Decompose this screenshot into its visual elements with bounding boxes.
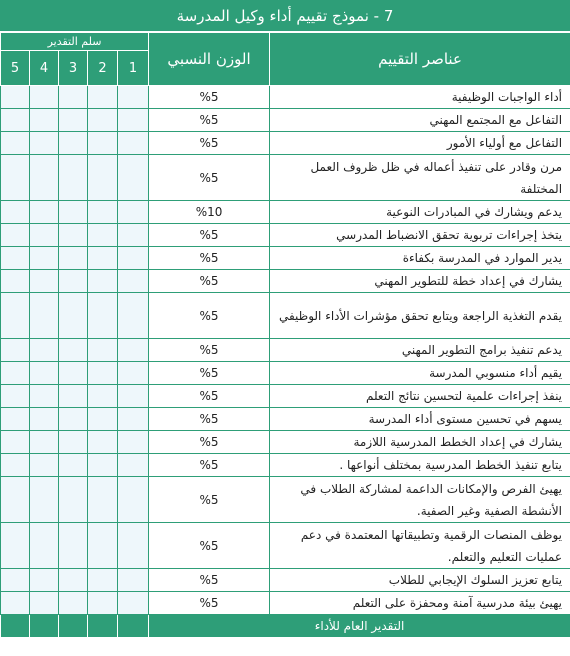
score-cell-4[interactable] [30,247,59,270]
score-cell-1[interactable] [118,431,149,454]
score-cell-1[interactable] [118,109,149,132]
total-score-cell-4[interactable] [30,615,59,638]
element-cell: يشارك في إعداد خطة للتطوير المهني [270,270,570,293]
weight-cell: %10 [149,201,270,224]
score-cell-3[interactable] [59,523,88,569]
total-score-cell-3[interactable] [59,615,88,638]
score-cell-1[interactable] [118,592,149,615]
table-row [1,385,570,408]
table-row [1,431,570,454]
score-cell-3[interactable] [59,86,88,109]
score-cell-4[interactable] [30,454,59,477]
element-cell: يهيئ الفرص والإمكانات الداعمة لمشاركة الطلاب في الأنشطة الصفية وغير الصفية. [270,477,570,523]
score-cell-1[interactable] [118,132,149,155]
score-cell-2[interactable] [88,86,118,109]
score-cell-1[interactable] [118,454,149,477]
score-cell-1[interactable] [118,362,149,385]
score-cell-4[interactable] [30,408,59,431]
weight-cell: %5 [149,523,270,569]
score-cell-3[interactable] [59,155,88,201]
score-cell-5[interactable] [1,477,30,523]
element-cell: يدعم تنفيذ برامج التطوير المهني [270,339,570,362]
score-cell-1[interactable] [118,224,149,247]
score-cell-2[interactable] [88,293,118,339]
score-cell-1[interactable] [118,569,149,592]
score-cell-5[interactable] [1,109,30,132]
score-cell-3[interactable] [59,362,88,385]
table-row [1,339,570,362]
table-row [1,523,570,569]
weight-cell: %5 [149,408,270,431]
weight-cell: %5 [149,569,270,592]
score-cell-1[interactable] [118,408,149,431]
score-cell-5[interactable] [1,408,30,431]
weight-cell: %5 [149,454,270,477]
score-cell-4[interactable] [30,523,59,569]
table-row [1,293,570,339]
score-cell-5[interactable] [1,293,30,339]
score-cell-2[interactable] [88,339,118,362]
score-cell-1[interactable] [118,201,149,224]
score-cell-4[interactable] [30,293,59,339]
element-cell: أداء الواجبات الوظيفية [270,86,570,109]
score-cell-1[interactable] [118,293,149,339]
score-cell-2[interactable] [88,109,118,132]
element-cell: التفاعل مع المجتمع المهني [270,109,570,132]
table-row [1,408,570,431]
score-cell-4[interactable] [30,339,59,362]
weight-cell: %5 [149,109,270,132]
score-cell-5[interactable] [1,362,30,385]
weight-cell: %5 [149,362,270,385]
score-cell-5[interactable] [1,270,30,293]
score-cell-4[interactable] [30,155,59,201]
score-cell-3[interactable] [59,477,88,523]
score-cell-2[interactable] [88,569,118,592]
score-cell-5[interactable] [1,224,30,247]
element-cell: يهيئ بيئة مدرسية آمنة ومحفزة على التعلم [270,592,570,615]
total-label: التقدير العام للأداء [149,615,570,638]
score-cell-5[interactable] [1,201,30,224]
score-cell-2[interactable] [88,132,118,155]
score-cell-5[interactable] [1,132,30,155]
score-cell-1[interactable] [118,270,149,293]
score-cell-5[interactable] [1,592,30,615]
footer-row [1,615,570,638]
score-cell-3[interactable] [59,109,88,132]
score-cell-5[interactable] [1,247,30,270]
element-cell: يتابع تعزيز السلوك الإيجابي للطلاب [270,569,570,592]
weight-cell: %5 [149,592,270,615]
score-cell-2[interactable] [88,523,118,569]
evaluation-table [0,32,570,638]
element-cell: يتخذ إجراءات تربوية تحقق الانضباط المدرسي [270,224,570,247]
weight-header: الوزن النسبي [149,33,270,86]
evaluation-rows [1,86,570,615]
table-row [1,247,570,270]
total-score-cell-1[interactable] [118,615,149,638]
score-cell-1[interactable] [118,477,149,523]
score-cell-2[interactable] [88,454,118,477]
weight-cell: %5 [149,155,270,201]
score-cell-2[interactable] [88,224,118,247]
score-cell-4[interactable] [30,132,59,155]
score-cell-3[interactable] [59,293,88,339]
score-cell-4[interactable] [30,362,59,385]
table-row [1,362,570,385]
score-cell-3[interactable] [59,431,88,454]
element-cell: ينفذ إجراءات علمية لتحسين نتائج التعلم [270,385,570,408]
scale-level-5: 5 [1,51,30,86]
score-cell-4[interactable] [30,270,59,293]
score-cell-1[interactable] [118,86,149,109]
element-cell: يدعم ويشارك في المبادرات النوعية [270,201,570,224]
score-cell-2[interactable] [88,270,118,293]
score-cell-3[interactable] [59,569,88,592]
score-cell-1[interactable] [118,247,149,270]
score-cell-4[interactable] [30,431,59,454]
element-cell: يدير الموارد في المدرسة بكفاءة [270,247,570,270]
scale-level-2: 2 [88,51,118,86]
weight-cell: %5 [149,293,270,339]
table-row [1,454,570,477]
table-row [1,155,570,201]
form-title: 7 - نموذج تقييم أداء وكيل المدرسة [0,0,570,32]
score-cell-4[interactable] [30,477,59,523]
score-cell-3[interactable] [59,339,88,362]
score-cell-5[interactable] [1,86,30,109]
score-cell-4[interactable] [30,109,59,132]
score-cell-3[interactable] [59,385,88,408]
table-row [1,201,570,224]
weight-cell: %5 [149,86,270,109]
score-cell-1[interactable] [118,155,149,201]
element-cell: يوظف المنصات الرقمية وتطبيقاتها المعتمدة في دعم عمليات التعليم والتعلم. [270,523,570,569]
element-cell: يتابع تنفيذ الخطط المدرسية بمختلف أنواعها . [270,454,570,477]
table-row [1,477,570,523]
element-cell: يسهم في تحسين مستوى أداء المدرسة [270,408,570,431]
score-cell-5[interactable] [1,385,30,408]
score-cell-4[interactable] [30,86,59,109]
scale-header: سلم التقدير [1,33,149,51]
weight-cell: %5 [149,132,270,155]
weight-cell: %5 [149,270,270,293]
table-row [1,592,570,615]
score-cell-3[interactable] [59,454,88,477]
weight-cell: %5 [149,385,270,408]
element-cell: يقيم أداء منسوبي المدرسة [270,362,570,385]
score-cell-5[interactable] [1,523,30,569]
score-cell-4[interactable] [30,569,59,592]
table-row [1,270,570,293]
score-cell-3[interactable] [59,592,88,615]
table-row [1,224,570,247]
score-cell-3[interactable] [59,270,88,293]
score-cell-4[interactable] [30,592,59,615]
weight-cell: %5 [149,431,270,454]
score-cell-3[interactable] [59,201,88,224]
total-score-cell-5[interactable] [1,615,30,638]
table-row [1,109,570,132]
score-cell-3[interactable] [59,247,88,270]
score-cell-2[interactable] [88,385,118,408]
score-cell-2[interactable] [88,408,118,431]
score-cell-2[interactable] [88,247,118,270]
score-cell-2[interactable] [88,592,118,615]
table-row [1,569,570,592]
weight-cell: %5 [149,477,270,523]
score-cell-5[interactable] [1,569,30,592]
total-score-cell-2[interactable] [88,615,118,638]
score-cell-4[interactable] [30,201,59,224]
elements-header: عناصر التقييم [270,33,570,86]
table-row [1,86,570,109]
element-cell: يقدم التغذية الراجعة ويتابع تحقق مؤشرات الأداء الوظيفي [270,293,570,339]
element-cell: يشارك في إعداد الخطط المدرسية اللازمة [270,431,570,454]
score-cell-3[interactable] [59,408,88,431]
score-cell-2[interactable] [88,362,118,385]
score-cell-2[interactable] [88,155,118,201]
score-cell-1[interactable] [118,385,149,408]
score-cell-3[interactable] [59,132,88,155]
score-cell-5[interactable] [1,339,30,362]
score-cell-5[interactable] [1,454,30,477]
weight-cell: %5 [149,247,270,270]
scale-level-4: 4 [30,51,59,86]
scale-level-3: 3 [59,51,88,86]
score-cell-2[interactable] [88,477,118,523]
table-row [1,132,570,155]
score-cell-4[interactable] [30,385,59,408]
score-cell-5[interactable] [1,431,30,454]
score-cell-4[interactable] [30,224,59,247]
scale-level-1: 1 [118,51,149,86]
element-cell: التفاعل مع أولياء الأمور [270,132,570,155]
score-cell-2[interactable] [88,201,118,224]
weight-cell: %5 [149,224,270,247]
score-cell-1[interactable] [118,523,149,569]
score-cell-2[interactable] [88,431,118,454]
score-cell-5[interactable] [1,155,30,201]
score-cell-3[interactable] [59,224,88,247]
score-cell-1[interactable] [118,339,149,362]
weight-cell: %5 [149,339,270,362]
element-cell: مرن وقادر على تنفيذ أعماله في ظل ظروف العمل المختلفة [270,155,570,201]
